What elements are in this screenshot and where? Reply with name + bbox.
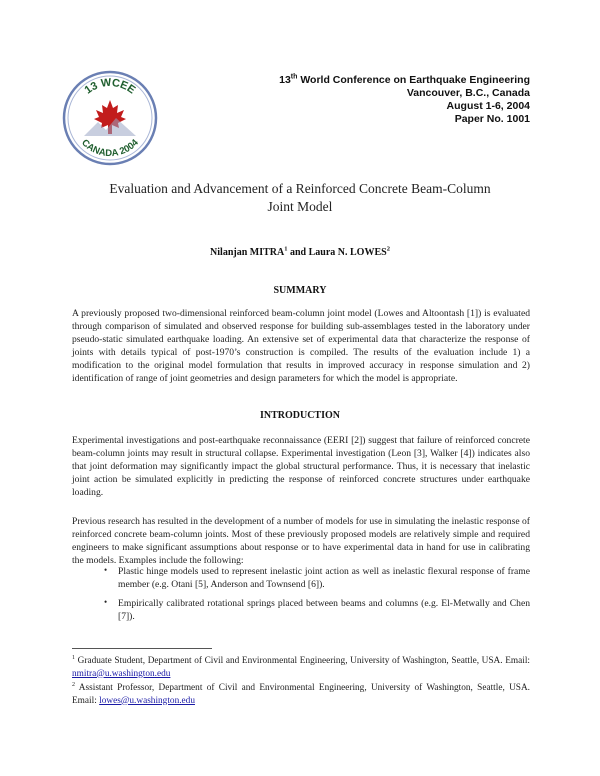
conference-name: 13th World Conference on Earthquake Engineering (279, 73, 530, 86)
bullet-item: Plastic hinge models used to represent inelastic joint action as well as inelastic flexural response of frame member (e.g. Otani [5], Anderson and Townsend [6]). (118, 566, 530, 590)
summary-heading: SUMMARY (273, 285, 327, 296)
introduction-heading: INTRODUCTION (259, 410, 340, 421)
paper-number: Paper No. 1001 (454, 113, 530, 125)
summary-paragraph: A previously proposed two-dimensional reinforced beam-column joint model (Lowes and Altoontash [1]) is evaluated through comparison of simulated and observed response for building sub-assemblages tested in the laboratory under pseudo-static simulated earthquake loading. An extensive set of experimental data that characterize the response of joints with details typical of post-1970’s construction is compiled. The results of the evaluation include 1) a modification to the original model formulation that results in improved accuracy in response simulation and 2) identification of range of joint geometries and design parameters for which the model is appropriate. (72, 308, 530, 384)
conference-logo (62, 70, 158, 166)
author-2: Laura N. LOWES (308, 247, 387, 258)
bullet-item: Empirically calibrated rotational springs placed between beams and columns (e.g. El-Metwally and Chen [7]). (118, 598, 530, 622)
author-line: Nilanjan MITRA$^1$ and Laura N. LOWES$^2$ (210, 245, 390, 258)
conference-location: Vancouver, B.C., Canada (406, 87, 530, 99)
conference-dates: August 1-6, 2004 (446, 100, 530, 112)
logo-top-text: 13 WCEE (82, 76, 138, 97)
logo-bottom-text: CANADA 2004 (79, 137, 141, 160)
footnote-divider (72, 648, 212, 649)
intro-paragraph-1: Experimental investigations and post-earthquake reconnaissance (EERI [2]) suggest that failure of reinforced concrete beam-column joints may result in structural collapse. Experimental investigation (Leon [3], Walker [4]) indicates also that joint deformation may significantly impact the global structural performance. Thus, it is necessary that inelastic joint action be simulated explicitly in predicting the response of reinforced concrete structures under earthquake loading. (72, 435, 530, 498)
email-link-2[interactable]: lowes@u.washington.edu (99, 695, 195, 706)
bullet-icon: • (104, 597, 108, 607)
bullet-icon: • (104, 565, 108, 575)
email-link-1[interactable]: nmitra@u.washington.edu (72, 668, 171, 679)
author-1: Nilanjan MITRA (210, 247, 285, 258)
footnote-2: $^2$ Assistant Professor, Department of Civil and Environmental Engineering, University of Washington, Seattle, USA. Email: lowes@u.washington.edu (72, 681, 530, 706)
paper-title: Evaluation and Advancement of a Reinforced Concrete Beam-Column Joint Model (109, 181, 491, 214)
intro-paragraph-2: Previous research has resulted in the development of a number of models for use in simulating the inelastic response of reinforced concrete beam-column joints. Most of these previously proposed models are relatively simple and required engineers to make significant assumptions about response or to have experimental data in hand for use in calibrating the models. Examples include the following: (72, 516, 530, 566)
footnote-1: $^1$ Graduate Student, Department of Civil and Environmental Engineering, University of Washington, Seattle, USA. Email: nmitra@u.washington.edu (72, 654, 530, 679)
